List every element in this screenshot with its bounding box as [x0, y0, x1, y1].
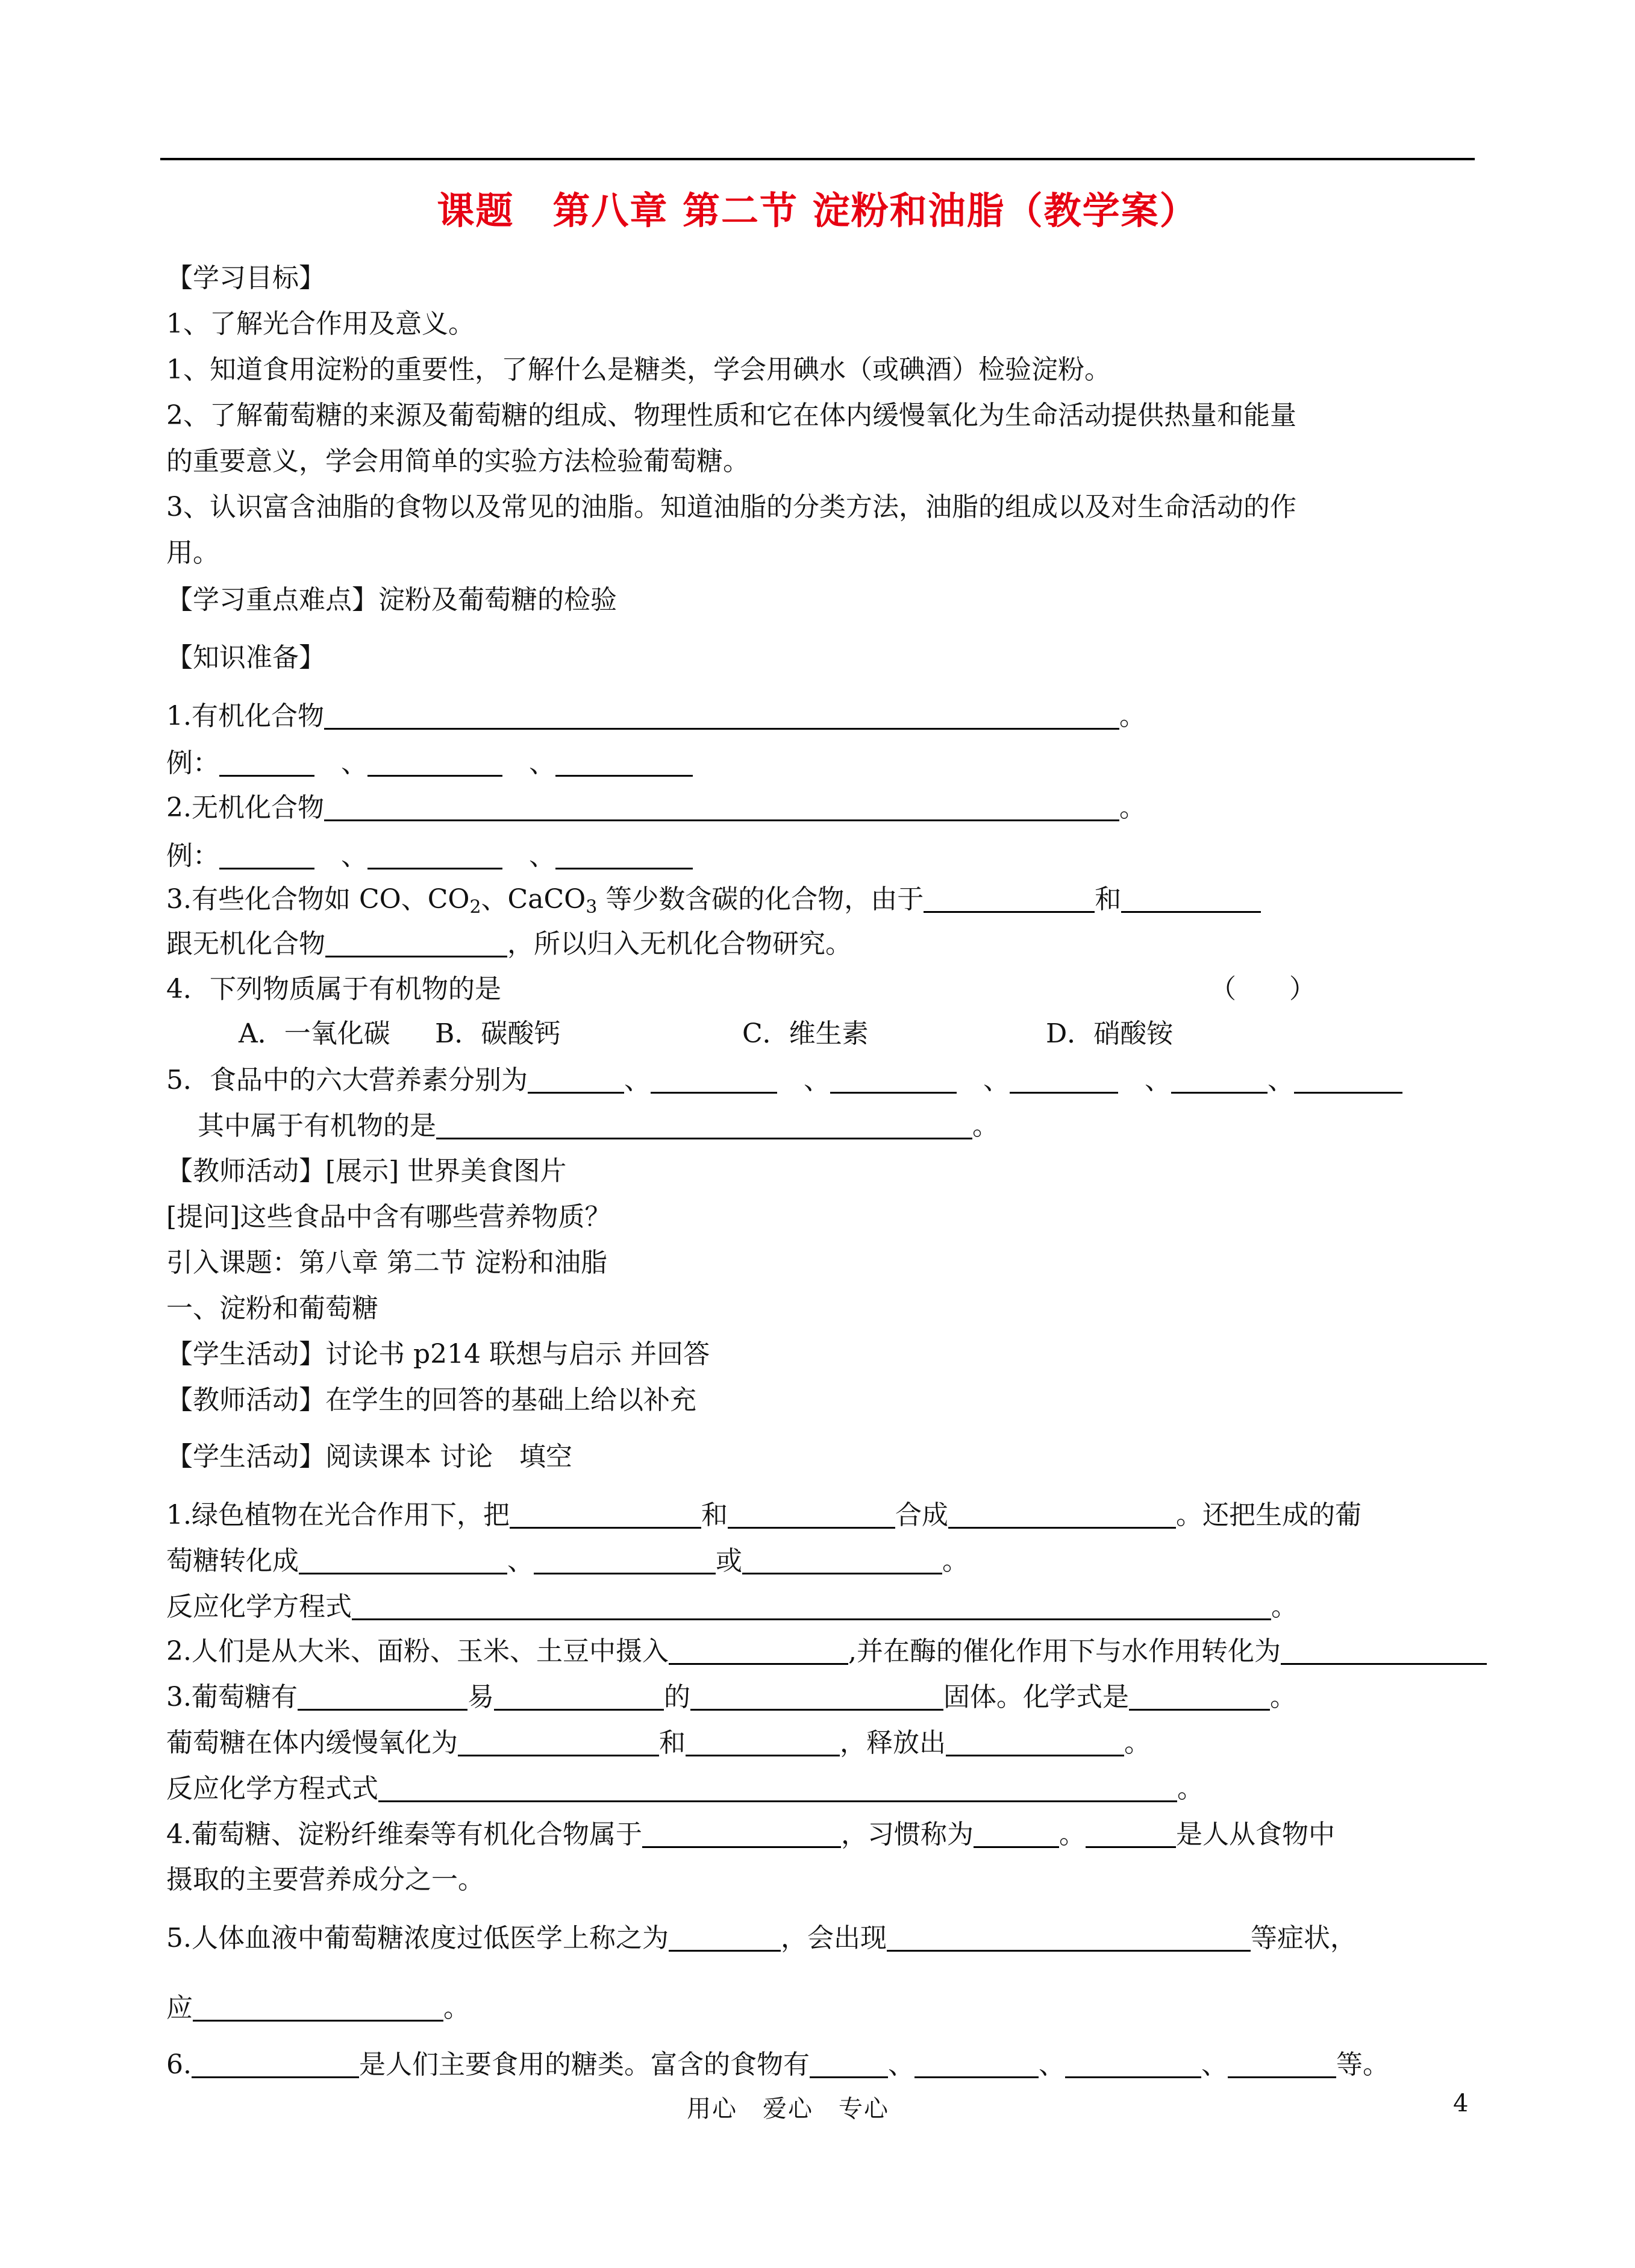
answer-blank[interactable]: [378, 1775, 1177, 1802]
objective-item: 1、了解光合作用及意义。: [166, 309, 475, 339]
lesson-intro: 引入课题：第八章 第二节 淀粉和油脂: [166, 1247, 607, 1278]
fill-q6: 6. 是人们主要食用的糖类。富含的食物有 、 、 、 等。: [166, 2049, 1389, 2080]
prep-heading: 【知识准备】: [166, 642, 325, 673]
answer-blank[interactable]: [642, 1821, 841, 1848]
answer-blank[interactable]: [1281, 1638, 1487, 1665]
prep-q3: 3.有些化合物如 CO、$CO_2$、CaCO$_3$ 等少数含碳的化合物，由于 和: [166, 886, 1261, 916]
answer-blank[interactable]: [728, 1502, 895, 1529]
fill-q3-cont: 葡萄糖在体内缓慢氧化为 和 ，释放出 。: [166, 1728, 1151, 1758]
objective-item: 3、认识富含油脂的食物以及常见的油脂。知道油脂的分类方法，油脂的组成以及对生命活动的作: [166, 492, 1296, 522]
answer-blank[interactable]: [436, 1112, 972, 1139]
answer-blank[interactable]: [494, 1684, 664, 1711]
answer-blank[interactable]: [299, 1547, 507, 1574]
footer-motto: 用心 爱心 专心: [687, 2095, 889, 2123]
prep-q2: 2.无机化合物 。: [166, 792, 1146, 823]
section-heading: 一、淀粉和葡萄糖: [166, 1293, 378, 1324]
answer-blank[interactable]: [458, 1729, 659, 1756]
q4-options: [239, 1018, 1174, 1049]
answer-blank[interactable]: [1171, 1067, 1268, 1094]
answer-blank[interactable]: [948, 1502, 1176, 1529]
answer-blank[interactable]: [219, 842, 314, 869]
student-activity: 【学生活动】讨论书 p214 联想与启示 并回答: [166, 1339, 710, 1370]
key-points-label: 【学习重点难点】: [166, 584, 378, 615]
fill-q5: 5.人体血液中葡萄糖浓度过低医学上称之为 ，会出现 等症状，: [166, 1923, 1357, 1953]
answer-blank[interactable]: [534, 1547, 716, 1574]
prep-q4: 4．下列物质属于有机物的是: [166, 974, 501, 1004]
answer-blank[interactable]: [690, 1684, 943, 1711]
answer-blank[interactable]: [555, 842, 693, 869]
answer-blank[interactable]: [219, 750, 314, 777]
prep-q1: 1.有机化合物 。: [166, 701, 1146, 731]
answer-blank[interactable]: [686, 1729, 840, 1756]
prep-q2-example: 例： 、 、: [166, 842, 693, 869]
teacher-activity: 【教师活动】[展示] 世界美食图片: [166, 1156, 567, 1186]
answer-blank[interactable]: [887, 1925, 1251, 1952]
prep-q1-example: 例： 、 、: [166, 750, 693, 777]
fill-q5-cont: 应 。: [166, 1993, 470, 2023]
prep-q5-cont: 其中属于有机物的是 。: [198, 1111, 999, 1141]
answer-blank[interactable]: [367, 750, 502, 777]
answer-blank[interactable]: [324, 794, 1119, 821]
answer-blank[interactable]: [974, 1821, 1059, 1848]
answer-blank[interactable]: [324, 703, 1119, 730]
answer-blank[interactable]: [830, 1067, 957, 1094]
objective-item: 2、了解葡萄糖的来源及葡萄糖的组成、物理性质和它在体内缓慢氧化为生命活动提供热量和能量: [166, 400, 1296, 431]
answer-blank[interactable]: [193, 1994, 443, 2022]
answer-blank[interactable]: [325, 930, 507, 957]
page-number: 4: [1453, 2090, 1469, 2117]
answer-blank[interactable]: [352, 1593, 1271, 1620]
page-title: 课题 第八章 第二节 淀粉和油脂（教学案）: [437, 189, 1198, 233]
fill-q1-cont: 萄糖转化成 、 或 。: [166, 1546, 969, 1576]
answer-blank[interactable]: [1010, 1067, 1118, 1094]
answer-blank[interactable]: [1228, 2051, 1336, 2078]
answer-blank[interactable]: [651, 1067, 777, 1094]
answer-blank[interactable]: [1121, 886, 1261, 913]
fill-equation: 反应化学方程式 。: [166, 1591, 1298, 1622]
answer-paren[interactable]: （ ）: [1210, 974, 1316, 1004]
header-rule: [160, 158, 1475, 160]
answer-blank[interactable]: [946, 1729, 1124, 1756]
answer-blank[interactable]: [528, 1067, 624, 1094]
teacher-question: [提问]这些食品中含有哪些营养物质？: [166, 1201, 611, 1232]
fill-q2: 2.人们是从大米、面粉、玉米、土豆中摄入 ,并在酶的催化作用下与水作用转化为: [166, 1638, 1487, 1665]
answer-blank[interactable]: [810, 2051, 888, 2078]
fill-q4: 4.葡萄糖、淀粉纤维秦等有机化合物属于 ，习惯称为 。 是人从食物中: [166, 1819, 1335, 1850]
answer-blank[interactable]: [1065, 2051, 1201, 2078]
answer-blank[interactable]: [742, 1547, 942, 1574]
prep-q3-cont: 跟无机化合物 ，所以归入无机化合物研究。: [166, 929, 852, 959]
fill-q1: 1.绿色植物在光合作用下，把 和 合成 。还把生成的葡: [166, 1500, 1361, 1530]
key-points: [166, 584, 617, 615]
answer-blank[interactable]: [555, 750, 693, 777]
objectives-heading: 【学习目标】: [166, 263, 325, 293]
teacher-activity: 【教师活动】在学生的回答的基础上给以补充: [166, 1385, 696, 1415]
answer-blank[interactable]: [669, 1638, 848, 1665]
answer-blank[interactable]: [192, 2051, 359, 2078]
option-d[interactable]: D．硝酸铵: [1046, 1018, 1174, 1049]
answer-blank[interactable]: [1129, 1684, 1270, 1711]
answer-blank[interactable]: [669, 1925, 781, 1952]
fill-q4-cont: 摄取的主要营养成分之一。: [166, 1864, 484, 1895]
option-b[interactable]: B．碳酸钙: [435, 1018, 561, 1049]
answer-blank[interactable]: [367, 842, 502, 869]
fill-equation-2: 反应化学方程式式 。: [166, 1773, 1204, 1804]
answer-blank[interactable]: [1086, 1821, 1176, 1848]
answer-blank[interactable]: [924, 886, 1095, 913]
answer-blank[interactable]: [914, 2051, 1039, 2078]
key-points-text: 淀粉及葡萄糖的检验: [378, 584, 617, 615]
answer-blank[interactable]: [1294, 1067, 1402, 1094]
student-activity: 【学生活动】阅读课本 讨论 填空: [166, 1441, 572, 1472]
fill-q3: 3.葡萄糖有 易 的 固体。化学式是 。: [166, 1682, 1296, 1712]
objective-item: 用。: [166, 537, 219, 568]
option-a[interactable]: A．一氧化碳: [239, 1018, 390, 1049]
objective-item: 1、知道食用淀粉的重要性，了解什么是糖类，学会用碘水（或碘酒）检验淀粉。: [166, 354, 1111, 385]
answer-blank[interactable]: [298, 1684, 467, 1711]
answer-blank[interactable]: [510, 1502, 701, 1529]
option-c[interactable]: C．维生素: [742, 1018, 869, 1049]
objective-item: 的重要意义，学会用简单的实验方法检验葡萄糖。: [166, 446, 749, 477]
prep-q5: 5．食品中的六大营养素分别为 、 、 、 、 、: [166, 1067, 1402, 1094]
